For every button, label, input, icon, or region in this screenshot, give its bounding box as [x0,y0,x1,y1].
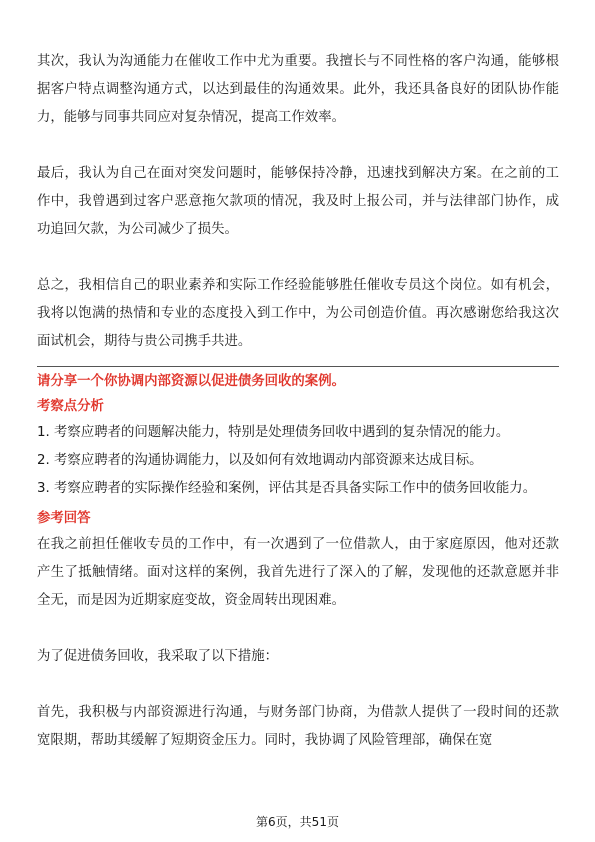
answer-paragraph-2: 为了促进债务回收，我采取了以下措施： [37,649,279,664]
analysis-point-1: 1. 考察应聘者的问题解决能力，特别是处理债务回收中遇到的复杂情况的能力。 [37,425,510,440]
document-page [37,48,559,755]
intro-paragraph-2: 最后，我认为自己在面对突发问题时，能够保持冷静，迅速找到解决方案。在之前的工作中，我曾遇到过客户恶意拖欠款项的情况，我及时上报公司，并与法律部门协作，成功追回欠款，为公司减少了损失。 [37,166,559,237]
question-heading: 请分享一个你协调内部资源以促进债务回收的案例。 [37,374,345,389]
intro-paragraph-3: 总之，我相信自己的职业素养和实际工作经验能够胜任催收专员这个岗位。如有机会，我将以饱满的热情和专业的态度投入到工作中，为公司创造价值。再次感谢您给我这次面试机会，期待与贵公司携手共进。 [37,278,559,349]
analysis-point-2: 2. 考察应聘者的沟通协调能力，以及如何有效地调动内部资源来达成目标。 [37,453,483,468]
answer-title: 参考回答 [37,511,91,526]
page-number-footer: 第6页，共51页 [256,815,339,829]
answer-paragraph-1: 在我之前担任催收专员的工作中，有一次遇到了一位借款人，由于家庭原因，他对还款产生了抵触情绪。面对这样的案例，我首先进行了深入的了解，发现他的还款意愿并非全无，而是因为近期家庭变故，资金周转出现困难。 [37,537,559,608]
paragraph-gap [37,671,559,699]
answer-paragraph-3: 首先，我积极与内部资源进行沟通，与财务部门协商，为借款人提供了一段时间的还款宽限期，帮助其缓解了短期资金压力。同时，我协调了风险管理部，确保在宽 [37,705,559,748]
analysis-point-3: 3. 考察应聘者的实际操作经验和案例，评估其是否具备实际工作中的债务回收能力。 [37,481,537,496]
paragraph-gap [37,132,559,160]
paragraph-gap [37,615,559,643]
intro-paragraph-1: 其次，我认为沟通能力在催收工作中尤为重要。我擅长与不同性格的客户沟通，能够根据客户特点调整沟通方式，以达到最佳的沟通效果。此外，我还具备良好的团队协作能力，能够与同事共同应对复杂情况，提高工作效率。 [37,54,559,125]
section-divider [37,366,559,367]
paragraph-gap [37,244,559,272]
analysis-title: 考察点分析 [37,399,104,414]
